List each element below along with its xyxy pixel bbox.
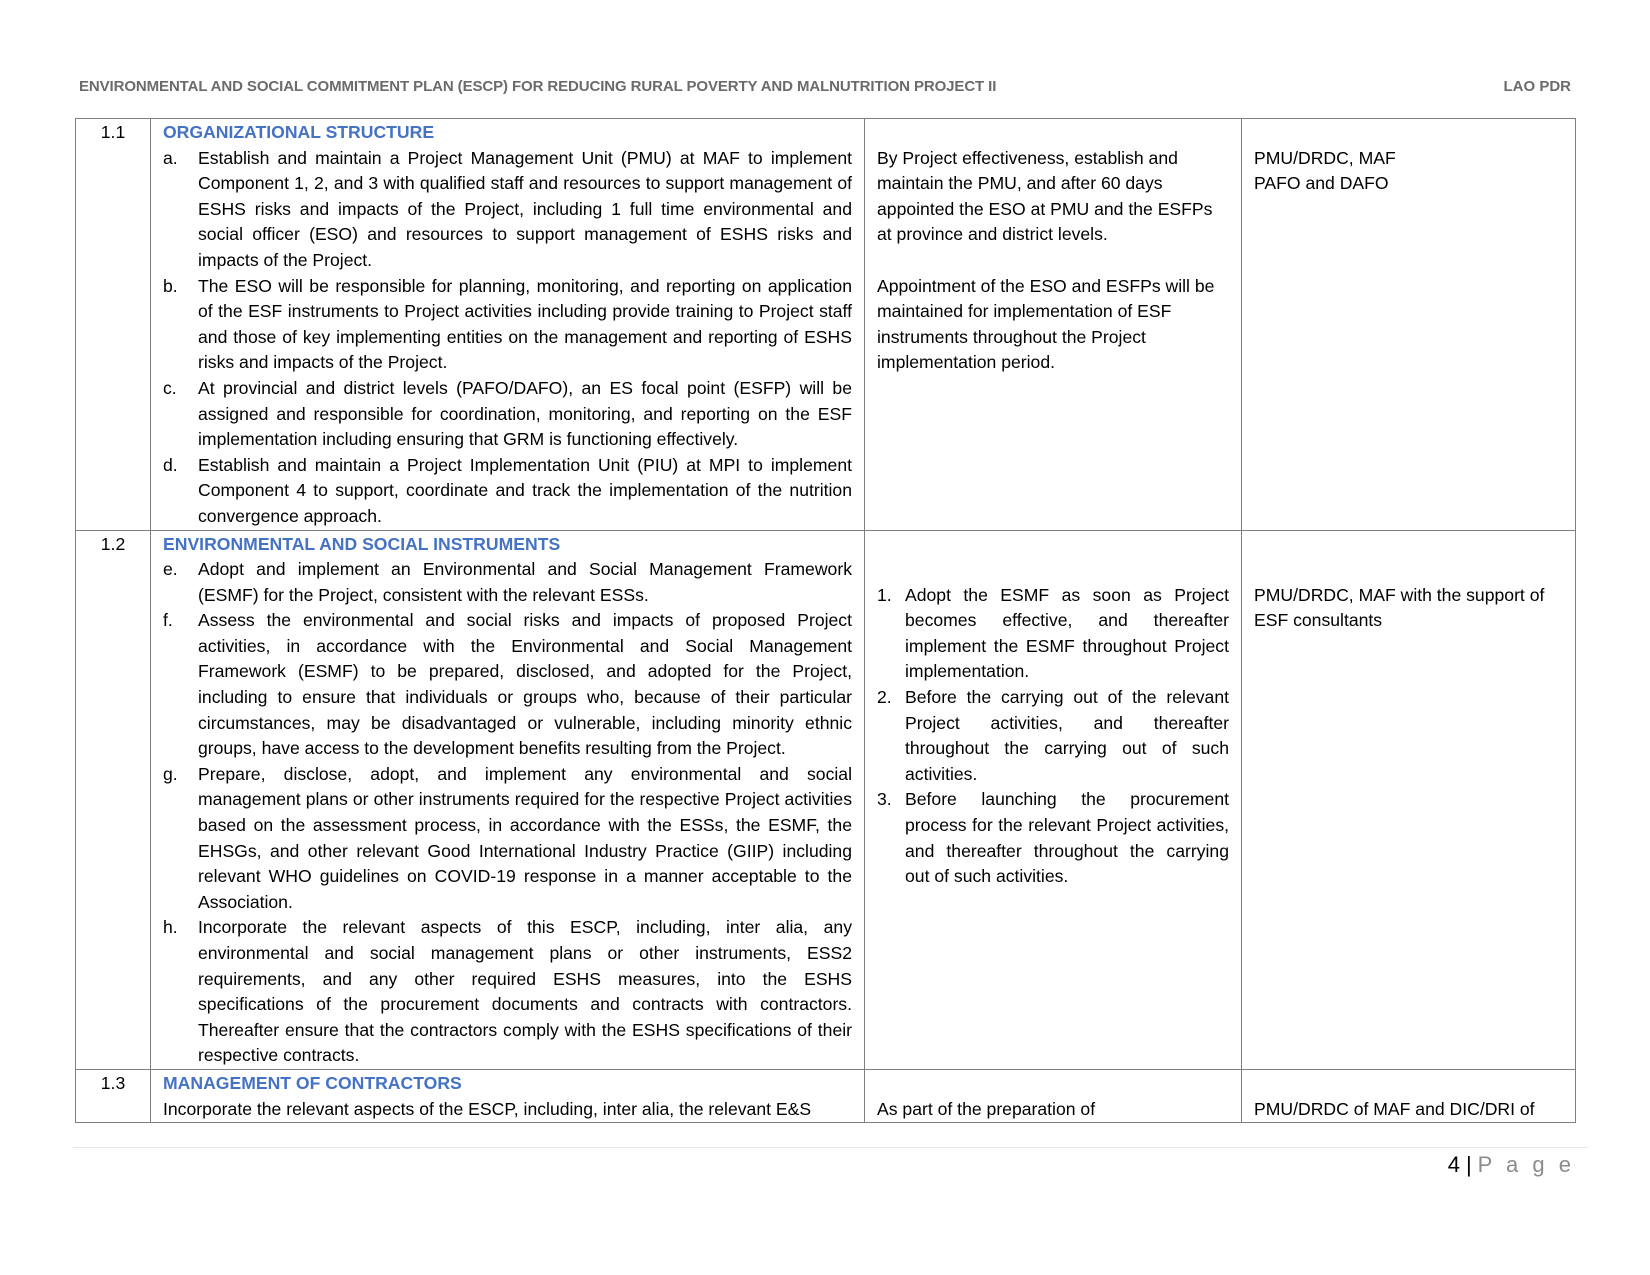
item-text: Establish and maintain a Project Management Unit (PMU) at MAF to implement Component 1, 2, and 3 with qualified staff and resources to support management of ESHS risks and impacts of the Project, including 1 full time environmental and social officer (ESO) and resources to support management of ESHS risks and impacts of the Project. [198,147,852,270]
item-text: Establish and maintain a Project Implementation Unit (PIU) at MPI to implement Component 4 to support, coordinate and track the implementation of the nutrition convergence approach. [198,454,852,526]
measure-list [163,146,852,530]
page-label: P a g e [1477,1152,1575,1177]
timeframe-cell [865,119,1242,531]
list-item [163,915,852,1069]
timeframe-text: Appointment of the ESO and ESFPs will be maintained for implementation of ESF instruments throughout the Project implementation period. [877,275,1215,373]
table-row [76,1069,1576,1122]
list-item [163,453,852,530]
list-item [163,762,852,916]
table-row [76,119,1576,531]
section-title: ORGANIZATIONAL STRUCTURE [163,122,435,142]
item-marker: h. [163,917,178,938]
item-marker: 1. [877,584,892,605]
escp-table [75,118,1576,1123]
list-item [163,146,852,274]
section-title: ENVIRONMENTAL AND SOCIAL INSTRUMENTS [163,533,561,554]
document-header-country: LAO PDR [1503,78,1571,95]
table-row [76,530,1576,1069]
item-marker: d. [163,454,178,475]
responsibility-cell [1242,119,1576,531]
item-text: Before launching the procurement process for the relevant Project activities, and thereafter throughout the carrying out of such activities. [905,789,1229,887]
item-text: Adopt the ESMF as soon as Project becomes effective, and thereafter implement the ESMF throughout Project implementation. [905,584,1229,682]
measure-cell [151,119,865,531]
item-marker: f. [163,610,173,631]
measure-list [163,557,852,1069]
item-marker: e. [163,559,178,580]
responsibility-cell [1242,1069,1576,1122]
list-item [163,274,852,376]
item-marker: a. [163,147,178,168]
section-title: MANAGEMENT OF CONTRACTORS [163,1072,462,1093]
footer-divider [73,1147,1588,1148]
timeframe-text: As part of the preparation of [877,1098,1096,1119]
responsibility-text: PMU/DRDC, MAF [1254,147,1396,168]
item-text: The ESO will be responsible for planning, monitoring, and reporting on application of the ESF instruments to Project activities including provide training to Project staff and those of key implementing entities on the management and reporting of ESHS risks and impacts of the Project. [198,275,852,373]
page-number-value: 4 [1447,1152,1460,1177]
row-number: 1.2 [76,530,151,1069]
item-marker: g. [163,763,178,784]
timeframe-cell [865,530,1242,1069]
item-marker: 2. [877,687,892,708]
document-header-title: ENVIRONMENTAL AND SOCIAL COMMITMENT PLAN (ESCP) FOR REDUCING RURAL POVERTY AND MALNUTRITION PROJECT II [79,78,997,95]
list-item [877,685,1229,787]
item-text: Before the carrying out of the relevant Project activities, and thereafter throughout the carrying out of such activities. [905,687,1229,784]
responsibility-text: PMU/DRDC of MAF and DIC/DRI of [1254,1098,1535,1119]
page-number [1448,1152,1575,1178]
measure-text: Incorporate the relevant aspects of the ESCP, including, inter alia, the relevant E&S [163,1098,812,1119]
item-text: At provincial and district levels (PAFO/DAFO), an ES focal point (ESFP) will be assigned and responsible for coordination, monitoring, and reporting on the ESF implementation including ensuring that GRM is functioning effectively. [198,377,852,450]
row-number: 1.3 [76,1069,151,1122]
responsibility-text: PMU/DRDC, MAF with the support of ESF consultants [1254,584,1545,631]
responsibility-text: PAFO and DAFO [1254,173,1389,194]
item-marker: c. [163,377,177,398]
measure-cell [151,1069,865,1122]
timeframe-list [877,583,1229,890]
list-item [877,787,1229,889]
item-marker: b. [163,275,178,296]
list-item [163,608,852,762]
row-number: 1.1 [76,119,151,531]
item-marker: 3. [877,789,892,810]
item-text: Incorporate the relevant aspects of this ESCP, including, inter alia, any environmental and social management plans or other instruments, ESS2 requirements, and any other required ESHS measures, into the ESHS specifications of the procurement documents and contracts with contractors. Thereafter ensure that the contractors comply with the ESHS specifications of their respective contracts. [198,917,852,1066]
measure-cell [151,530,865,1069]
item-text: Assess the environmental and social risks and impacts of proposed Project activities, in accordance with the Environmental and Social Management Framework (ESMF) to be prepared, disclosed, and adopted for the Project, including to ensure that individuals or groups who, because of their particular circumstances, may be disadvantaged or vulnerable, including minority ethnic groups, have access to the development benefits resulting from the Project. [198,610,852,759]
responsibility-cell [1242,530,1576,1069]
page-separator: | [1465,1152,1472,1177]
list-item [877,583,1229,685]
list-item [163,376,852,453]
timeframe-text: By Project effectiveness, establish and maintain the PMU, and after 60 days appointed the ESO at PMU and the ESFPs at province and district levels. [877,147,1213,245]
item-text: Prepare, disclose, adopt, and implement any environmental and social management plans or other instruments required for the respective Project activities based on the assessment process, in accordance with the ESSs, the ESMF, the EHSGs, and other relevant Good International Industry Practice (GIIP) including relevant WHO guidelines on COVID-19 response in a manner acceptable to the Association. [198,763,852,912]
item-text: Adopt and implement an Environmental and Social Management Framework (ESMF) for the Project, consistent with the relevant ESSs. [198,559,852,605]
list-item [163,557,852,608]
timeframe-cell [865,1069,1242,1122]
